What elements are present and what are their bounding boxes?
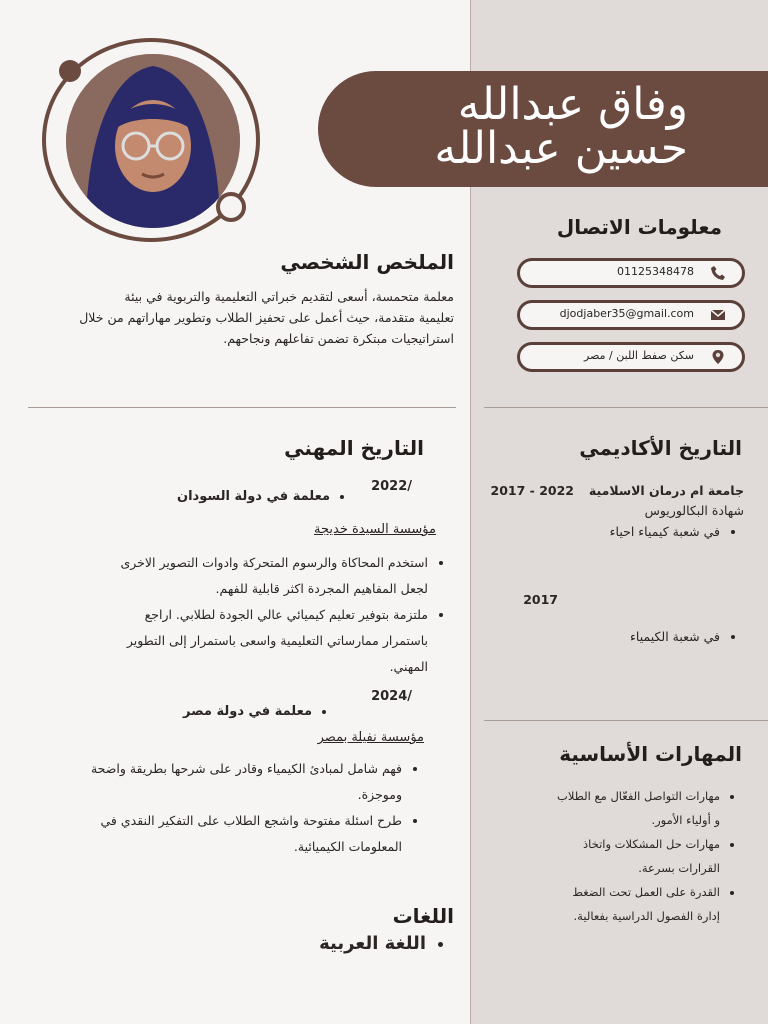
divider [484,720,768,721]
academic-title: التاريخ الأكاديمي [579,436,742,460]
list-item [500,832,720,880]
bullet-text: باستمرار ممارساتي التعليمية واسعى باستمرار إلى التطوير [126,633,428,648]
list-item: • في شعبة كيمياء احياء [610,520,720,544]
job2-role: • معلمة في دولة مصر [183,700,312,724]
job1-role: • معلمة في دولة السودان [177,485,330,509]
job2-year: 2024/ [371,689,412,704]
languages-list [319,930,440,958]
bullet-text: لجعل المفاهيم المجردة اكثر قابلية للفهم. [215,581,428,596]
bullet-text: وموجزة. [357,787,402,802]
list-item [0,808,402,860]
skill-text: مهارات حل المشكلات واتخاذ [583,837,720,851]
list-item [500,784,720,832]
phone-icon [710,265,726,281]
phone-text: 01125348478 [617,265,694,278]
career-title: التاريخ المهني [284,436,424,460]
bullet-text: فهم شامل لمبادئ الكيمياء وقادر على شرحها بطريقة واضحة [90,761,402,776]
job2-role-list [183,700,326,724]
language-item: • اللغة العربية [319,930,426,958]
job1-role-list [177,485,344,509]
email-text: djodjaber35@gmail.com [559,307,694,320]
contact-title: معلومات الاتصال [556,215,722,239]
job2-org: مؤسسة نفيلة بمصر [317,730,424,745]
job1-year: 2022/ [371,479,412,494]
academic-list-1 [610,520,734,544]
academic-list-2 [630,625,734,649]
summary-line: استراتيجيات مبتكرة تضمن تفاعلهم ونجاحهم. [223,331,454,346]
profile-photo [66,54,240,228]
summary-line: تعليمية متقدمة، حيث أعمل على تحفيز الطلاب وتطوير مهاراتهم من خلال [79,310,454,325]
summary-text [14,286,454,349]
location-pin-icon [710,349,726,365]
summary-line: معلمة متحمسة، أسعى لتقديم خبراتي التعليمية والتربوية في بيئة [124,289,454,304]
academic-years: 2017 - 2022 [490,483,574,498]
divider [28,407,456,408]
skill-text: مهارات التواصل الفعّال مع الطلاب [557,789,720,803]
list-item [0,602,428,680]
skill-text: إدارة الفصول الدراسية بفعالية. [573,909,720,923]
decor-ring-dot [216,192,246,222]
job1-bullets [0,550,442,680]
university-name: جامعة ام درمان الاسلامية [588,483,744,498]
name-line-2: حسين عبدالله [434,123,688,174]
skill-text: القرارات بسرعة. [638,861,720,875]
languages-title: اللغات [392,904,454,928]
job1-org: مؤسسة السيدة خديجة [314,522,436,537]
name-banner [318,71,768,187]
academic-year-2: 2017 [523,592,558,607]
address-text: سكن صفط اللبن / مصر [584,349,694,362]
skill-text: و أولياء الأمور. [651,813,720,827]
bullet-text: المعلومات الكيميائية. [293,839,402,854]
email-pill [517,300,745,330]
name-line-1: وفاق عبدالله [457,79,688,130]
divider [484,407,768,408]
skills-title: المهارات الأساسية [559,742,742,766]
list-item [0,756,402,808]
address-pill [517,342,745,372]
bullet-text: المهني. [389,659,428,674]
list-item: • في شعبة الكيمياء [630,625,720,649]
bullet-text: ملتزمة بتوفير تعليم كيميائي عالي الجودة لطلابي. اراجع [144,607,428,622]
decor-dot [59,60,81,82]
phone-pill [517,258,745,288]
job2-bullets [0,756,416,860]
mail-icon [710,307,726,323]
bullet-text: استخدم المحاكاة والرسوم المتحركة وادوات التصوير الاخرى [120,555,428,570]
list-item [500,880,720,928]
skill-text: القدرة على العمل تحت الضغط [572,885,720,899]
bullet-text: طرح اسئلة مفتوحة واشجع الطلاب على التفكير النقدي في [100,813,402,828]
full-name [434,79,688,174]
skills-list [500,784,734,928]
summary-title: الملخص الشخصي [280,250,454,274]
list-item [0,550,428,602]
degree: شهادة البكالوريوس [644,503,744,518]
